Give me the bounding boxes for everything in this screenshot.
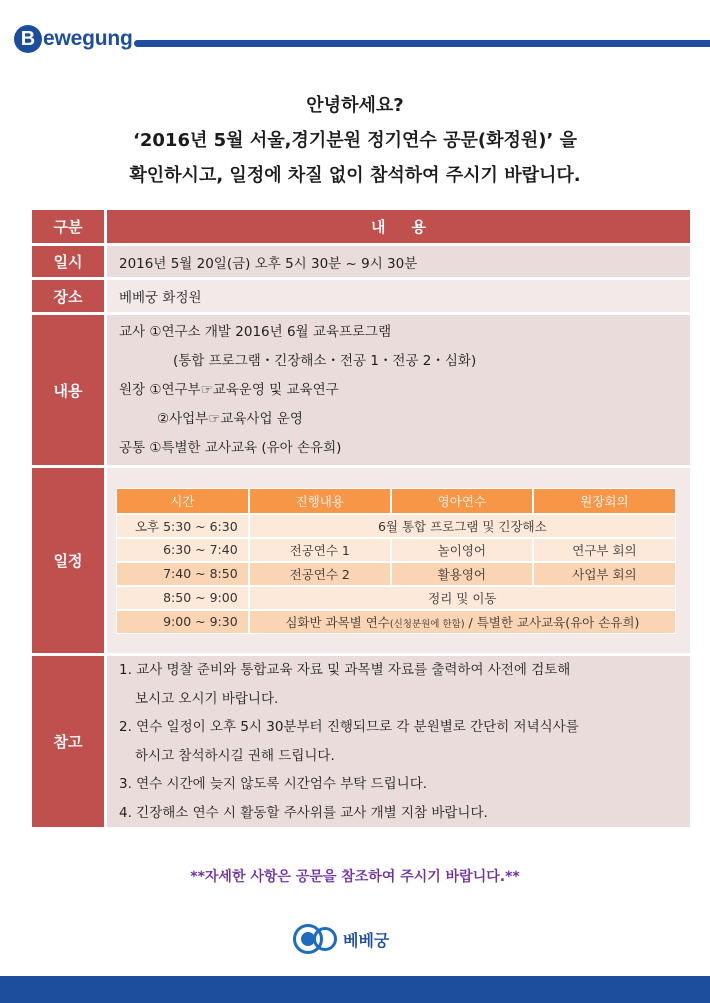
schedule-item: 6월 통합 프로그램 및 긴장해소 bbox=[249, 514, 676, 538]
content-line: 원장 ①연구부☞교육운영 및 교육연구 bbox=[119, 381, 339, 398]
schedule-time: 9:00 ~ 9:30 bbox=[116, 610, 249, 634]
schedule-item: 놀이영어 bbox=[391, 538, 533, 562]
schedule-time: 8:50 ~ 9:00 bbox=[116, 586, 249, 610]
content-value bbox=[107, 312, 690, 465]
footer-brand: 베베궁 bbox=[343, 930, 390, 950]
reference-note: **자세한 사항은 공문을 참조하여 주시기 바랍니다.** bbox=[190, 869, 520, 885]
schedule-item: 전공연수 1 bbox=[249, 538, 391, 562]
date-value: 2016년 5월 20일(금) 오후 5시 30분 ~ 9시 30분 bbox=[107, 243, 690, 277]
schedule-item: 정리 및 이동 bbox=[249, 586, 676, 610]
brand-name: ewegung bbox=[43, 27, 133, 50]
schedule-item: 사업부 회의 bbox=[533, 562, 676, 586]
schedule-item-part: / 특별한 교사교육(유아 손유희) bbox=[464, 614, 640, 630]
footer-bar bbox=[0, 976, 710, 1003]
schedule-time: 7:40 ~ 8:50 bbox=[116, 562, 249, 586]
greeting: 안녕하세요? bbox=[306, 95, 404, 116]
intro-line-3: 확인하시고, 일정에 차질 없이 참석하여 주시기 바랍니다. bbox=[129, 165, 581, 186]
content-line: 공통 ①특별한 교사교육 (유아 손유희) bbox=[119, 439, 342, 456]
schedule-header: 진행내용 bbox=[249, 488, 391, 514]
ref-line: 2. 연수 일정이 오후 5시 30분부터 진행되므로 각 분원별로 간단히 저녁식사를 bbox=[119, 719, 579, 735]
content-label: 내용 bbox=[32, 312, 107, 465]
schedule-value bbox=[107, 465, 690, 653]
schedule-item: 전공연수 2 bbox=[249, 562, 391, 586]
content-line: 교사 ①연구소 개발 2016년 6월 교육프로그램 bbox=[119, 323, 392, 340]
footer-logo bbox=[293, 924, 389, 954]
schedule-item-note: (신청분원에 한함) bbox=[389, 618, 465, 630]
schedule-item: 연구부 회의 bbox=[533, 538, 676, 562]
schedule-label: 일정 bbox=[32, 465, 107, 653]
schedule-item-part: 심화반 과목별 연수 bbox=[285, 614, 390, 630]
place-value: 베베궁 화정원 bbox=[107, 277, 690, 312]
info-table bbox=[32, 210, 690, 827]
schedule-time: 오후 5:30 ~ 6:30 bbox=[116, 514, 249, 538]
ref-label: 참고 bbox=[32, 653, 107, 827]
schedule-table bbox=[116, 488, 676, 634]
brand-logo bbox=[14, 24, 133, 54]
schedule-time: 6:30 ~ 7:40 bbox=[116, 538, 249, 562]
intro-line-2: ‘2016년 5월 서울,경기분원 정기연수 공문(화정원)’ 을 bbox=[133, 130, 577, 151]
brand-badge: B bbox=[14, 25, 42, 53]
ref-line: 4. 긴장해소 연수 시 활동할 주사위를 교사 개별 지참 바랍니다. bbox=[119, 804, 488, 821]
schedule-header: 시간 bbox=[116, 488, 249, 514]
header-bar bbox=[134, 40, 710, 47]
schedule-item: 활용영어 bbox=[391, 562, 533, 586]
schedule-header: 원장회의 bbox=[533, 488, 676, 514]
schedule-item bbox=[249, 610, 676, 634]
content-line: (통합 프로그램・긴장해소・전공 1・전공 2・심화) bbox=[173, 352, 477, 369]
schedule-header: 영아연수 bbox=[391, 488, 533, 514]
content-line: ②사업부☞교육사업 운영 bbox=[157, 410, 303, 427]
ref-value bbox=[107, 653, 690, 827]
ref-line: 3. 연수 시간에 늦지 않도록 시간엄수 부탁 드립니다. bbox=[119, 776, 428, 792]
header-content: 내 용 bbox=[107, 210, 690, 243]
date-label: 일시 bbox=[32, 243, 107, 277]
place-label: 장소 bbox=[32, 277, 107, 312]
intro bbox=[0, 88, 710, 193]
ref-line: 보시고 오시기 바랍니다. bbox=[135, 690, 279, 707]
logo-mark-icon bbox=[293, 924, 323, 954]
ref-line: 1. 교사 명찰 준비와 통합교육 자료 및 과목별 자료를 출력하여 사전에 검토해 bbox=[119, 662, 571, 678]
ref-line: 하시고 참석하시길 권해 드립니다. bbox=[135, 747, 335, 764]
header-label: 구분 bbox=[32, 210, 107, 243]
